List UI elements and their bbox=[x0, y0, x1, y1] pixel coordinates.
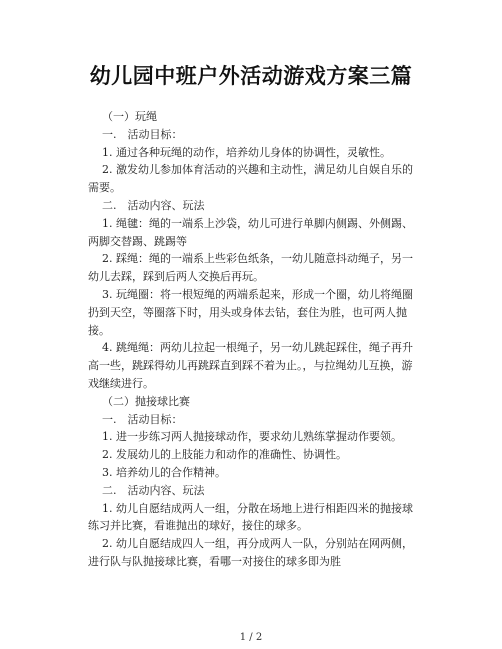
document-body bbox=[88, 108, 416, 571]
paragraph: 2. 踩绳：绳的一端系上些彩色纸条，一幼儿随意抖动绳子，另一幼儿去踩，踩到后两人交换后再玩。 bbox=[88, 252, 413, 284]
paragraph: 1. 幼儿自愿结成两人一组，分散在场地上进行相距四米的抛接球练习并比赛，看谁抛出的球好，接住的球多。 bbox=[88, 501, 413, 533]
subheading-goals-2: 一. 活动目标： bbox=[102, 412, 183, 426]
paragraph: 1. 绳毽：绳的一端系上沙袋，幼儿可进行单脚内侧踢、外侧踢、两脚交替踢、跳踢等 bbox=[88, 216, 413, 248]
paragraph: 1. 通过各种玩绳的动作，培养幼儿身体的协调性，灵敏性。 bbox=[102, 145, 391, 159]
paragraph: 3. 培养幼儿的合作精神。 bbox=[102, 465, 226, 479]
subheading-content-1: 二. 活动内容、玩法 bbox=[102, 198, 205, 212]
page-number: 1 / 2 bbox=[239, 632, 263, 643]
section-heading-1: （一）玩绳 bbox=[102, 110, 157, 123]
paragraph: 3. 玩绳圈：将一根短绳的两端系起来，形成一个圈，幼儿将绳圈扔到天空，等圈落下时，用头或身体去钻，套住为胜，也可两人抛接。 bbox=[88, 287, 413, 337]
paragraph: 2. 发展幼儿的上肢能力和动作的准确性、协调性。 bbox=[102, 448, 347, 462]
paragraph: 2. 激发幼儿参加体育活动的兴趣和主动性，满足幼儿自娱自乐的需要。 bbox=[88, 163, 413, 195]
document-title: 幼儿园中班户外活动游戏方案三篇 bbox=[89, 64, 413, 88]
paragraph: 4. 跳绳绳：两幼儿拉起一根绳子，另一幼儿跳起踩住，绳子再升高一些，跳踩得幼儿再跳踩直到踩不着为止。，与拉绳幼儿互换，游戏继续进行。 bbox=[88, 341, 413, 390]
paragraph: 2. 幼儿自愿结成四人一组，再分成两人一队，分别站在网两侧，进行队与队抛接球比赛，看哪一对接住的球多即为胜 bbox=[88, 537, 413, 568]
subheading-goals-1: 一. 活动目标： bbox=[102, 127, 183, 141]
section-heading-2: （二）抛接球比赛 bbox=[102, 394, 190, 408]
subheading-content-2: 二. 活动内容、玩法 bbox=[102, 483, 205, 497]
paragraph: 1. 进一步练习两人抛接球动作，要求幼儿熟练掌握动作要领。 bbox=[102, 430, 402, 444]
